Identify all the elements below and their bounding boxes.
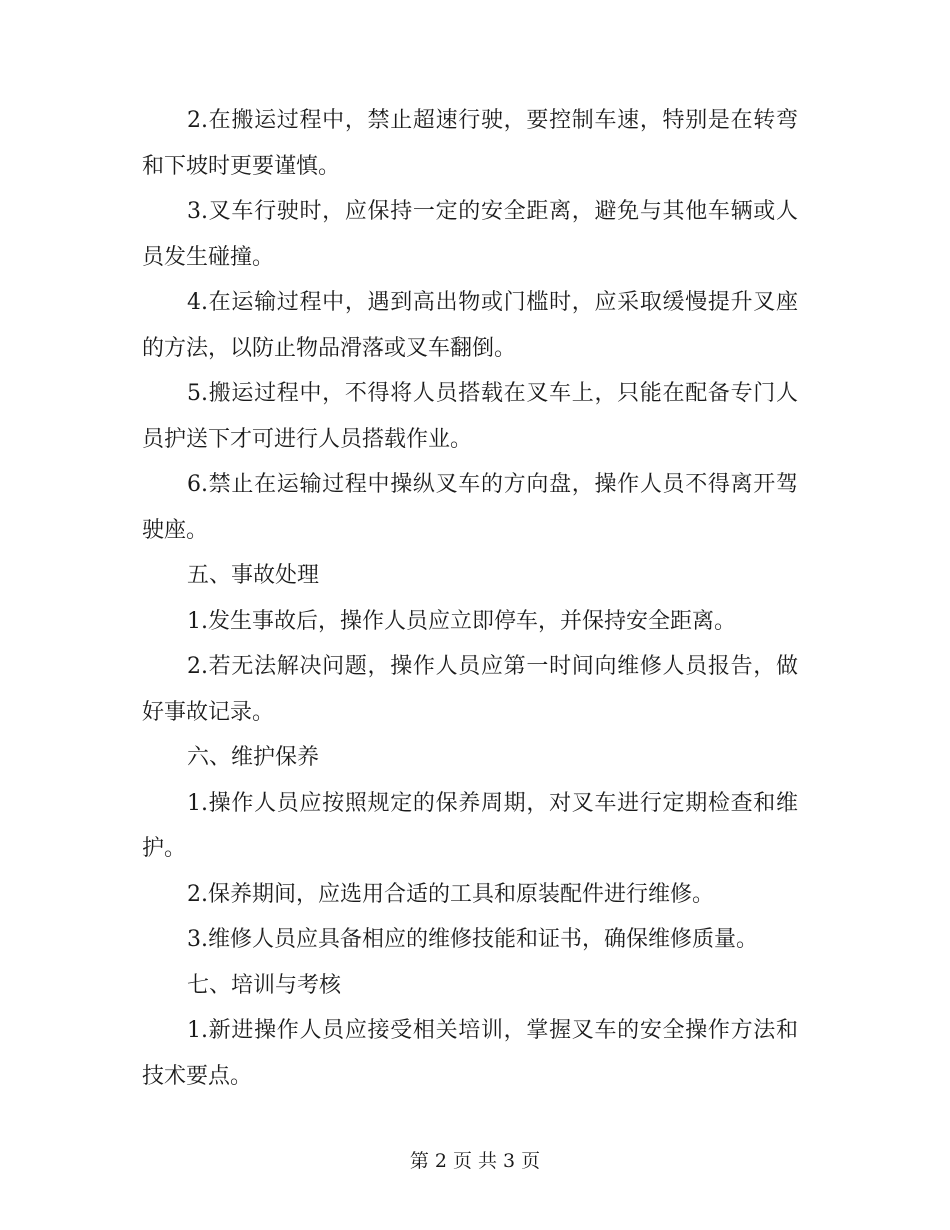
paragraph-obstacles: 4.在运输过程中，遇到高出物或门槛时，应采取缓慢提升叉座的方法，以防止物品滑落或叉车翻倒。 <box>142 290 798 361</box>
paragraph-training-new: 1.新进操作人员应接受相关培训，掌握叉车的安全操作方法和技术要点。 <box>142 1018 798 1089</box>
paragraph-steering: 6.禁止在运输过程中操纵叉车的方向盘，操作人员不得离开驾驶座。 <box>142 472 798 543</box>
paragraph-no-passengers: 5.搬运过程中，不得将人员搭载在叉车上，只能在配备专门人员护送下才可进行人员搭载作业。 <box>142 381 798 452</box>
page-footer: 第 2 页 共 3 页 <box>409 1150 541 1172</box>
paragraph-maintenance-skills: 3.维修人员应具备相应的维修技能和证书，确保维修质量。 <box>187 927 758 952</box>
section-heading-maintenance: 六、维护保养 <box>187 745 320 770</box>
paragraph-accident-report: 2.若无法解决问题，操作人员应第一时间向维修人员报告，做好事故记录。 <box>142 654 798 725</box>
paragraph-maintenance-cycle: 1.操作人员应按照规定的保养周期，对叉车进行定期检查和维护。 <box>142 790 798 861</box>
section-heading-training: 七、培训与考核 <box>187 972 342 998</box>
paragraph-accident-stop: 1.发生事故后，操作人员应立即停车，并保持安全距离。 <box>187 608 736 634</box>
document-body <box>142 98 798 1099</box>
paragraph-speed-control: 2.在搬运过程中，禁止超速行驶，要控制车速，特别是在转弯和下坡时更要谨慎。 <box>142 108 798 179</box>
paragraph-safe-distance: 3.叉车行驶时，应保持一定的安全距离，避免与其他车辆或人员发生碰撞。 <box>142 199 798 270</box>
paragraph-maintenance-tools: 2.保养期间，应选用合适的工具和原装配件进行维修。 <box>187 881 714 907</box>
section-heading-accident: 五、事故处理 <box>187 563 320 588</box>
